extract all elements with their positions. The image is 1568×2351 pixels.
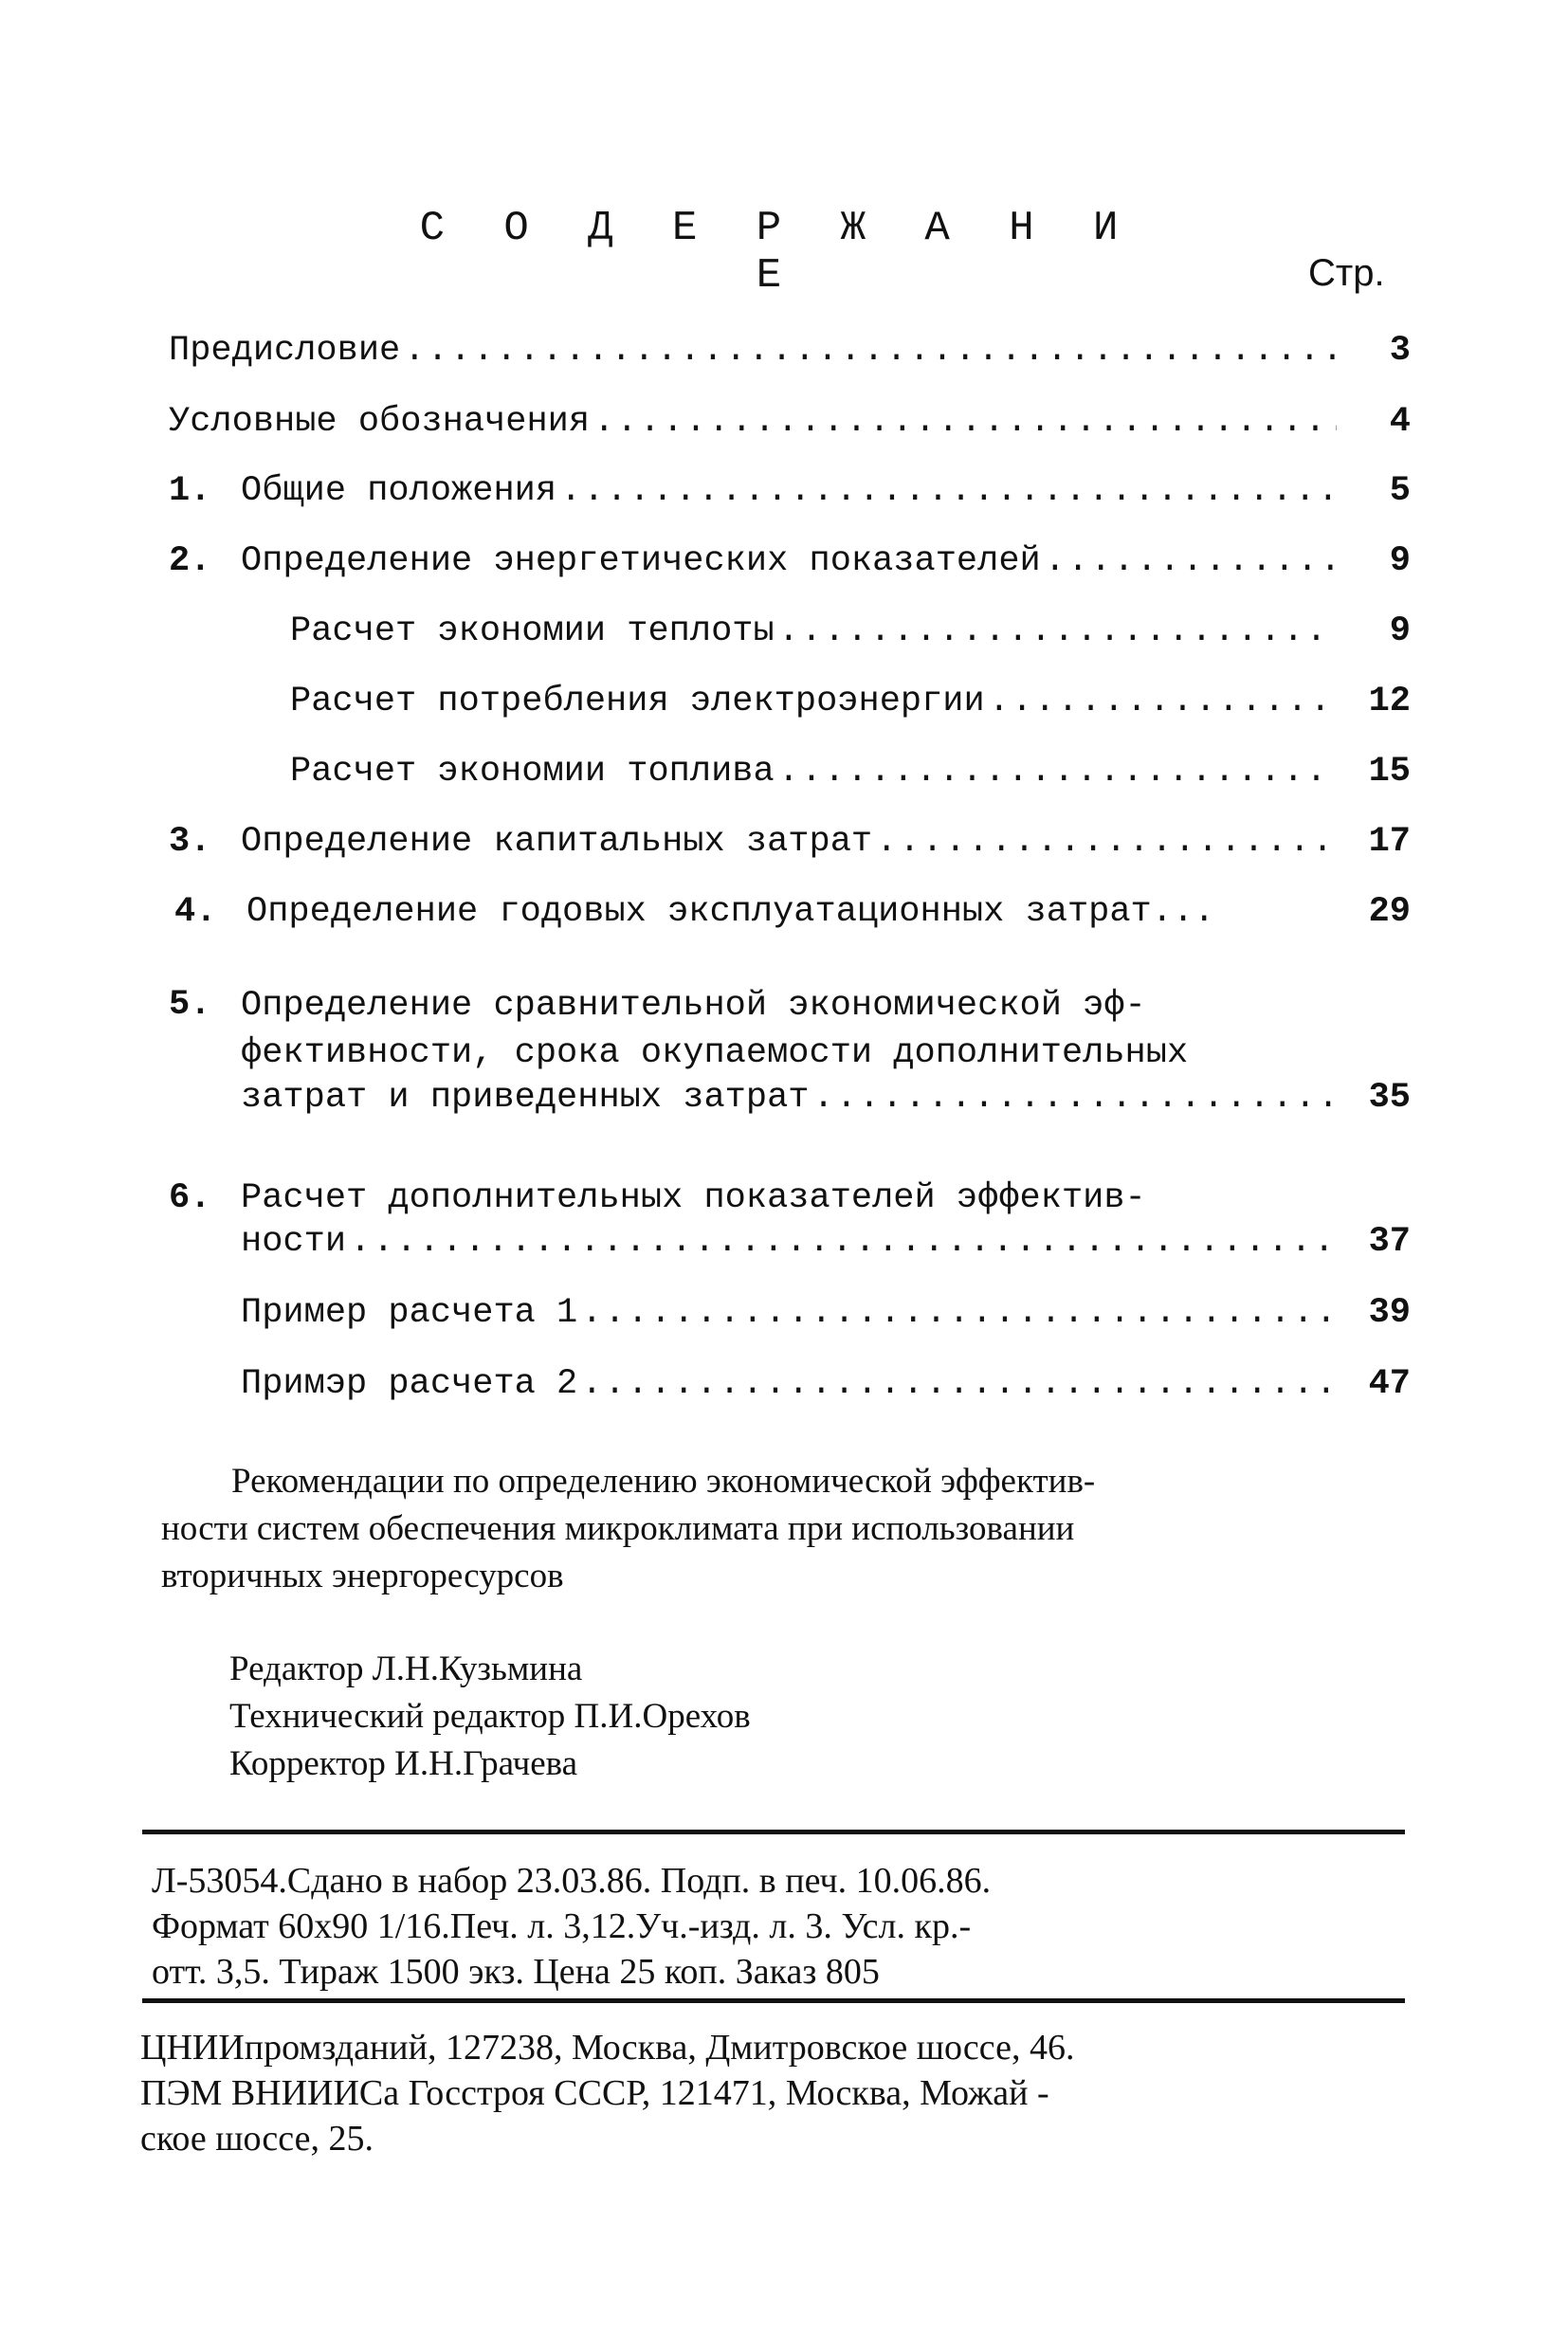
toc-entry-number: 4. [174,892,217,932]
toc-entry-label: Расчет экономии топлива [290,752,775,792]
toc-entry-label: затрат и приведенных затрат [241,1078,810,1118]
toc-entry-label: Расчет потребления электроэнергии [290,682,985,721]
toc-leader-dots [778,612,1337,650]
toc-entry-page: 9 [1389,611,1411,651]
toc-entry-number: 6. [169,1178,211,1218]
toc-entry-page: 29 [1368,892,1411,932]
toc-entry-page: 39 [1368,1293,1411,1333]
imprint-line: ности систем обеспечения микроклимата при использовании [161,1509,1075,1548]
toc-entry-example-1[interactable] [241,1294,1411,1332]
toc-entry-label: Определение годовых эксплуатационных затрат... [246,892,1215,932]
toc-entry-label: Условные обозначения [169,402,591,442]
addresses [140,2025,1074,2161]
credits [229,1646,751,1788]
publication-line: Л-53054.Сдано в набор 23.03.86. Подп. в печ. 10.06.86. [152,1861,992,1901]
toc-entry-notation[interactable] [169,403,1411,441]
toc-entry-number: 5. [169,985,211,1025]
technical-editor: Технический редактор П.И.Орехов [229,1697,751,1736]
toc-entry-page: 17 [1368,822,1411,862]
toc-entry-electricity[interactable] [290,683,1411,720]
toc-entry-preface[interactable] [169,332,1411,370]
toc-entry-1[interactable] [169,472,1411,510]
toc-entry-page: 12 [1368,682,1411,721]
toc-leader-dots [778,753,1337,791]
toc-entry-number: 2. [169,541,211,581]
editor: Редактор Л.Н.Кузьмина [229,1649,583,1688]
toc-entry-6-first-line[interactable] [169,1179,1411,1217]
toc-entry-page: 9 [1389,541,1411,581]
toc-leader-dots [560,472,1337,510]
toc-entry-4[interactable] [174,893,1411,931]
toc-entry-page: 5 [1389,471,1411,511]
toc-entry-6-last-line [241,1223,1411,1261]
imprint-line: Рекомендации по определению экономической эффектив- [231,1462,1096,1501]
imprint-line: вторичных энергоресурсов [161,1557,564,1595]
toc-entry-label: Расчет экономии теплоты [290,611,775,651]
publication-line: отт. 3,5. Тираж 1500 экз. Цена 25 коп. Заказ 805 [152,1952,880,1992]
toc-entry-page: 4 [1389,402,1411,442]
toc-leader-dots [1045,542,1337,580]
toc-leader-dots [581,1365,1337,1403]
toc-entry-label: Предисловие [169,331,401,371]
toc-entry-fuel-savings[interactable] [290,753,1411,791]
toc-entry-label: Пример расчета 1 [241,1293,578,1333]
toc-leader-dots [813,1079,1338,1117]
toc-leader-dots [593,403,1337,441]
toc-entry-2[interactable] [169,542,1411,580]
toc-entry-page: 15 [1368,752,1411,792]
toc-leader-dots [404,332,1337,370]
address-line: ЦНИИпромзданий, 127238, Москва, Дмитровское шоссе, 46. [140,2028,1075,2068]
publication-line: Формат 60х90 1/16.Печ. л. 3,12.Уч.-изд. л. 3. Усл. кр.- [152,1906,972,1946]
toc-entry-3[interactable] [169,823,1411,861]
toc-entry-page: 47 [1368,1364,1411,1404]
toc-leader-dots [876,823,1337,861]
toc-entry-example-2[interactable] [241,1365,1411,1403]
address-line: ское шоссе, 25. [140,2119,374,2159]
toc-entry-label: Определение капитальных затрат [241,822,873,862]
imprint-title [231,1458,1095,1505]
toc-entry-page: 37 [1368,1222,1411,1262]
toc-entry-label: Примэр расчета 2 [241,1364,578,1404]
toc-leader-dots [989,683,1337,720]
toc-entry-label: Общие положения [241,471,557,511]
toc-entry-5[interactable] [241,982,1322,1077]
toc-entry-5-last-line [241,1079,1411,1117]
divider-top [142,1830,1405,1834]
publication-data [152,1858,991,1995]
page-column-header: Стр. [1308,252,1385,294]
toc-entry-label: Расчет дополнительных показателей эффектив- [241,1178,1146,1218]
toc-title: С О Д Е Р Ж А Н И Е [419,205,1136,300]
imprint-title-continued [161,1505,1074,1600]
corrector: Корректор И.Н.Грачева [229,1744,578,1783]
toc-entry-page: 35 [1368,1078,1411,1118]
toc-entry-line: Определение сравнительной экономической эф- [241,986,1146,1026]
toc-entry-number: 3. [169,822,211,862]
toc-leader-dots [581,1294,1337,1332]
toc-entry-line: фективности, срока окупаемости дополнительных [241,1033,1189,1073]
toc-entry-number: 1. [169,471,211,511]
address-line: ПЭМ ВНИИИСа Госстроя СССР, 121471, Москва, Можай - [140,2073,1049,2113]
toc-leader-dots [350,1223,1337,1261]
divider-bottom [142,1998,1405,2003]
toc-entry-heat-savings[interactable] [290,612,1411,650]
toc-entry-label: Определение энергетических показателей [241,541,1041,581]
toc-entry-label: ности [241,1222,347,1262]
toc-entry-page: 3 [1389,331,1411,371]
